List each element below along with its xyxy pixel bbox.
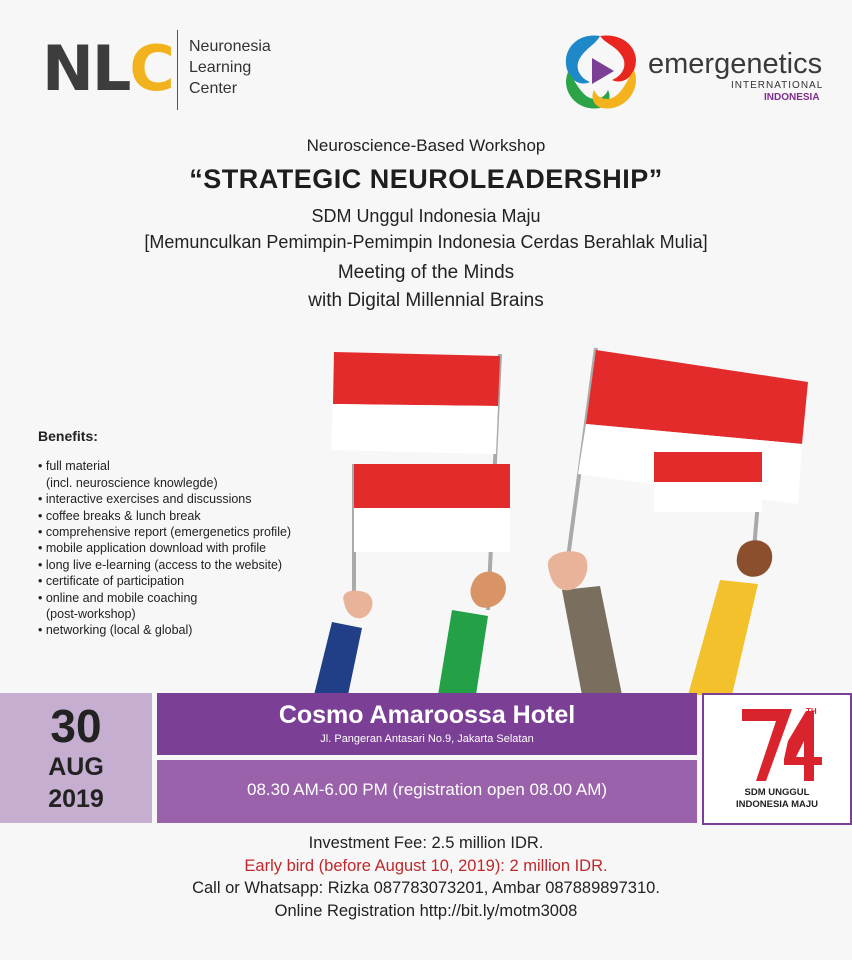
emergenetics-logo xyxy=(556,28,846,114)
arm-green xyxy=(438,610,488,695)
event-time: 08.30 AM-6.00 PM (registration open 08.00 AM) xyxy=(246,780,608,799)
benefit-item: • certificate of participation xyxy=(38,574,185,589)
benefit-item: • full material xyxy=(38,459,110,474)
emergenetics-sub-indonesia: INDONESIA xyxy=(764,92,820,103)
contact-info: Call or Whatsapp: Rizka 087783073201, Ambar 087889897310. xyxy=(192,879,660,897)
benefit-item-detail: (incl. neuroscience knowlegde) xyxy=(46,475,218,490)
arm-brown xyxy=(562,586,622,695)
benefit-item: • coffee breaks & lunch break xyxy=(38,508,201,523)
venue-banner xyxy=(157,693,697,755)
indonesia-flag-small-right xyxy=(654,452,762,512)
workshop-title: “STRATEGIC NEUROLEADERSHIP” xyxy=(189,164,663,194)
benefit-item-detail: (post-workshop) xyxy=(46,607,136,622)
hand xyxy=(471,572,506,608)
benefit-item: • comprehensive report (emergenetics profile) xyxy=(38,525,292,540)
event-date xyxy=(0,693,152,823)
hand xyxy=(548,551,587,590)
event-day: 30 xyxy=(50,700,102,752)
workshop-kicker: Neuroscience-Based Workshop xyxy=(306,136,546,155)
nlc-divider xyxy=(177,30,178,110)
tagline-secondary: [Memunculkan Pemimpin-Pemimpin Indonesia Cerdas Berahlak Mulia] xyxy=(144,232,708,252)
footer-info xyxy=(0,832,852,922)
benefit-item: • mobile application download with profile xyxy=(38,541,267,556)
early-bird-fee: Early bird (before August 10, 2019): 2 million IDR. xyxy=(244,856,608,875)
nlc-name-line: Center xyxy=(189,80,238,97)
emergenetics-sub-international: INTERNATIONAL xyxy=(731,80,824,91)
emergenetics-swirl-icon xyxy=(556,28,644,114)
badge-suffix: TH xyxy=(806,707,817,716)
flags-illustration xyxy=(300,340,840,695)
nlc-name xyxy=(189,36,271,99)
event-year: 2019 xyxy=(48,785,104,813)
badge-line-1: SDM UNGGUL xyxy=(744,787,810,798)
meeting-line-1: Meeting of the Minds xyxy=(337,262,515,283)
nlc-letter-c: C xyxy=(129,32,173,105)
benefit-item: • long live e-learning (access to the website) xyxy=(38,557,283,572)
arm-yellow xyxy=(688,580,758,695)
nlc-letter-n: N xyxy=(42,32,92,105)
seventy-four-logo xyxy=(704,701,850,787)
registration-link[interactable]: Online Registration http://bit.ly/motm3008 xyxy=(274,901,578,920)
venue-address: Jl. Pangeran Antasari No.9, Jakarta Selatan xyxy=(320,733,534,745)
hand xyxy=(737,540,772,576)
tagline-primary: SDM Unggul Indonesia Maju xyxy=(311,206,541,226)
benefit-item: • interactive exercises and discussions xyxy=(38,492,252,507)
emergenetics-wordmark: emergenetics xyxy=(648,48,823,80)
nlc-logo-mark xyxy=(42,34,173,104)
time-banner xyxy=(157,760,697,823)
venue-name: Cosmo Amaroossa Hotel xyxy=(278,701,576,729)
nlc-logo xyxy=(42,30,292,110)
benefits-list xyxy=(38,458,358,638)
event-month: AUG xyxy=(48,753,104,781)
anniversary-badge xyxy=(702,693,852,825)
badge-line-2: INDONESIA MAJU xyxy=(736,799,818,810)
nlc-letter-l: L xyxy=(91,32,130,105)
nlc-name-line: Neuronesia xyxy=(189,38,271,55)
indonesia-flag-small-left xyxy=(354,464,510,552)
meeting-line-2: with Digital Millennial Brains xyxy=(308,290,544,311)
benefits-title: Benefits: xyxy=(38,428,98,444)
investment-fee: Investment Fee: 2.5 million IDR. xyxy=(308,834,544,852)
benefits-section xyxy=(38,428,358,639)
benefit-item: • online and mobile coaching xyxy=(38,590,198,605)
nlc-name-line: Learning xyxy=(189,59,252,76)
benefit-item: • networking (local & global) xyxy=(38,623,193,638)
